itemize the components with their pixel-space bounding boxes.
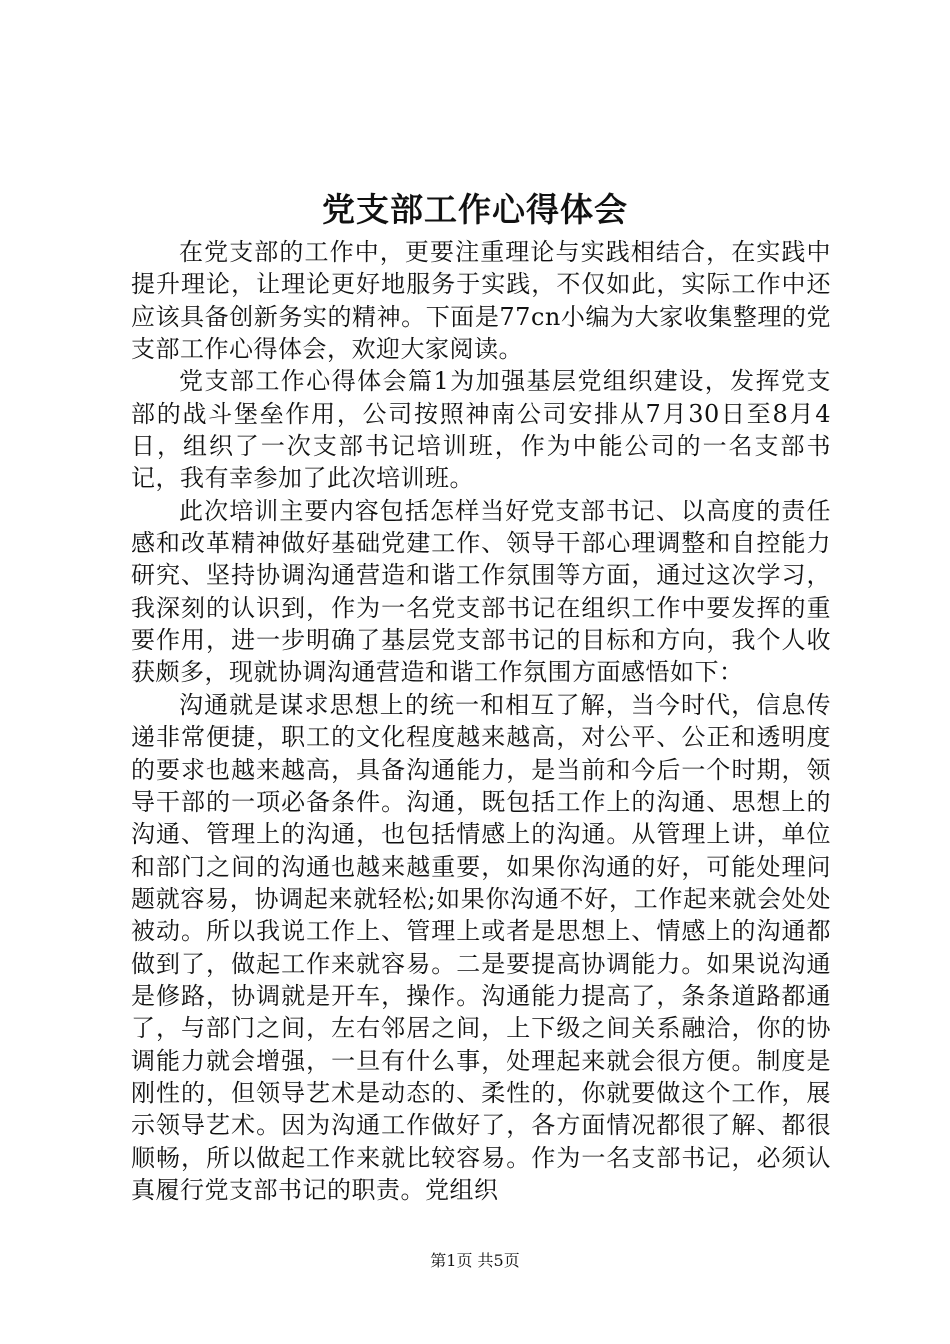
page-title: 党支部工作心得体会 xyxy=(322,190,628,229)
paragraph-1: 在党支部的工作中，更要注重理论与实践相结合，在实践中提升理论，让理论更好地服务于实践，不仅如此，实际工作中还应该具备创新务实的精神。下面是77cn小编为大家收集整理的党支部工作心得体会，欢迎大家阅读。 xyxy=(131,238,831,364)
document-body xyxy=(131,236,831,1206)
paragraph-3: 此次培训主要内容包括怎样当好党支部书记、以高度的责任感和改革精神做好基础党建工作、领导干部心理调整和自控能力研究、坚持协调沟通营造和谐工作氛围等方面，通过这次学习，我深刻的认识到，作为一名党支部书记在组织工作中要发挥的重要作用，进一步明确了基层党支部书记的目标和方向，我个人收获颇多，现就协调沟通营造和谐工作氛围方面感悟如下： xyxy=(131,496,831,687)
paragraph-2: 党支部工作心得体会篇1为加强基层党组织建设，发挥党支部的战斗堡垒作用，公司按照神南公司安排从7月30日至8月4日，组织了一次支部书记培训班，作为中能公司的一名支部书记，我有幸参加了此次培训班。 xyxy=(131,367,831,493)
page-footer: 第1页 共5页 xyxy=(430,1251,520,1270)
paragraph-4: 沟通就是谋求思想上的统一和相互了解，当今时代，信息传递非常便捷，职工的文化程度越来越高，对公平、公正和透明度的要求也越来越高，具备沟通能力，是当前和今后一个时期，领导干部的一项必备条件。沟通，既包括工作上的沟通、思想上的沟通、管理上的沟通，也包括情感上的沟通。从管理上讲，单位和部门之间的沟通也越来越重要，如果你沟通的好，可能处理问题就容易，协调起来就轻松;如果你沟通不好，工作起来就会处处被动。所以我说工作上、管理上或者是思想上、情感上的沟通都做到了，做起工作来就容易。二是要提高协调能力。如果说沟通是修路，协调就是开车，操作。沟通能力提高了，条条道路都通了，与部门之间，左右邻居之间，上下级之间关系融洽，你的协调能力就会增强，一旦有什么事，处理起来就会很方便。制度是刚性的，但领导艺术是动态的、柔性的，你就要做这个工作，展示领导艺术。因为沟通工作做好了，各方面情况都很了解、都很顺畅，所以做起工作来就比较容易。作为一名支部书记，必须认真履行党支部书记的职责。党组织 xyxy=(131,690,831,1204)
